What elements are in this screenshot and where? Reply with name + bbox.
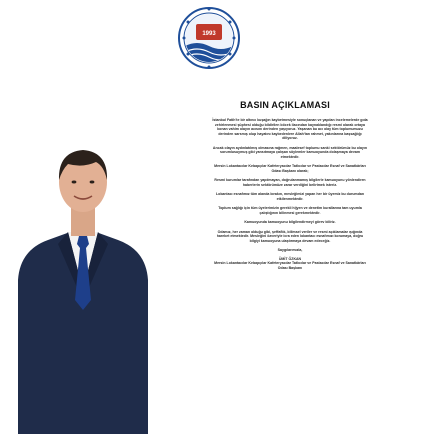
paragraph-1: İstanbul Fatih'te bir altıncı kuşağın kaybetmesiyle sonuçlanan ve yapılan incelemelerde gıda zehirlenmesi şüphesi olduğu bildirilen böcek ilacından kaynaklandığı resmi olarak ortaya konan vahim olayın acısını derinden yaşıyoruz. Yaşanan bu acı olay tüm toplumumuzu derinden sarsmış olup hayatını kaybedenlere Allah'tan rahmet, yakınlarına başsağlığı diliyoruz. [212, 118, 368, 140]
paragraph-6: Toplum sağlığı için tüm üyelerimizin gerekli hijyen ve denetim kurallarına tam uyumla çalıştığının bilinmesi gerekmektedir. [218, 206, 362, 215]
signature-role: Mersin Lokantacılar Kebapçılar Kafeteryacılar Tatlıcılar ve Pastacılar Esnaf ve Sanatkârları Odası Başkanı [214, 261, 366, 270]
paragraph-7: Kamuoyunda kamuoyunu bilgilendirmeyi görev biliriz. [244, 220, 336, 224]
paragraph-3: Mersin Lokantacılar Kebapçılar Kafeteryacılar Tatlıcılar ve Pastacılar Esnaf ve Sanatkârları Odası Başkanı olarak; [214, 164, 366, 173]
municipality-seal-logo [178, 2, 240, 74]
paragraph-5: Lokantacı esnafımız tüm alanda bırakın, mesleğimizi yapan her bir üyemiz bu durumdan etkilenmektedir. [215, 192, 365, 201]
press-release-body [212, 118, 368, 270]
paragraph-8: Odamız, her zaman olduğu gibi, şeffaflık, bilimsel veriler ve resmi açıklamalar ışığında hareket etmektedir. Mesleğini özveriyle icra eden lokantacı esnafımızı korumaya, doğru bilgiyi kamuoyuna ulaştırmaya devam edeceğiz. [216, 229, 364, 243]
paragraph-2: Ancak olayın aydınlatılmış olmasına rağmen, maalesef toplumu sanki sektörümüz bu olayın sorumlusuymuş gibi yansıtmaya çalışan söylemler kamuoyunda dolaşmaya devam etmektedir. [212, 145, 368, 159]
closing-line: Saygılarımızla, [277, 248, 303, 252]
portrait-photo [8, 140, 158, 434]
signature-name: ÜMİT ÖZKAN [278, 256, 302, 261]
seal-year-label: 1993 [202, 31, 216, 37]
portrait-man-icon [8, 140, 158, 434]
seal-icon [178, 2, 240, 74]
paragraph-4: Resmi kurumlar tarafından yapılmayan, doğrulanmamış bilgilerle kamuoyunu yönlendiren haberlerin sektörümüze zarar verdiğini belirtmek isteriz. [214, 178, 366, 187]
document-title: BASIN AÇIKLAMASI [240, 100, 330, 110]
